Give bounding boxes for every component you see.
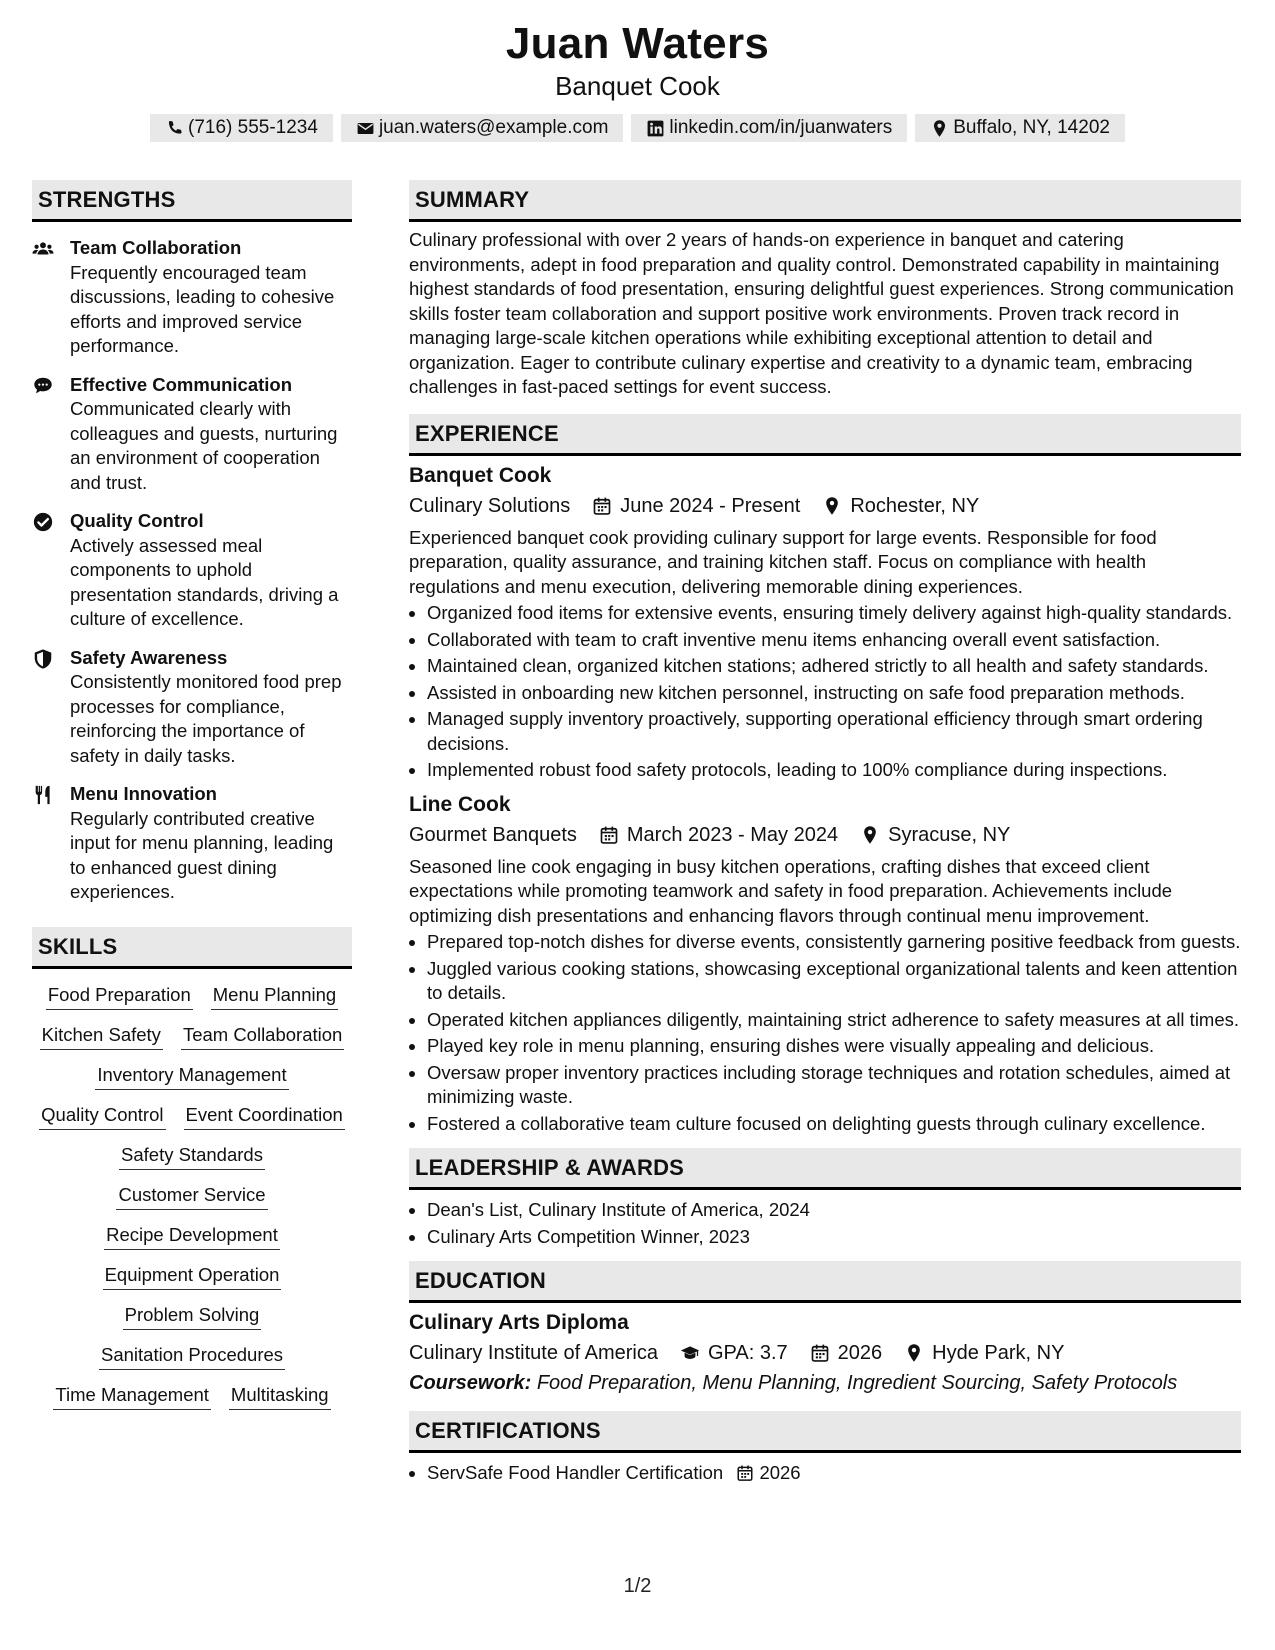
job-bullet: • Prepared top-notch dishes for diverse events, consistently garnering positive feedback from guests. xyxy=(427,930,1241,955)
job-bullet: • Collaborated with team to craft inventive menu items enhancing overall event satisfaction. xyxy=(427,628,1241,653)
map-pin-icon xyxy=(822,496,842,516)
users-icon xyxy=(32,238,54,260)
job-bullet: • Maintained clean, organized kitchen stations; adhered strictly to all health and safety standards. xyxy=(427,654,1241,679)
skill-tag: Sanitation Procedures xyxy=(99,1343,285,1370)
strength-title: Quality Control xyxy=(70,510,204,531)
skill-tag: Multitasking xyxy=(229,1383,331,1410)
certification-name: ServSafe Food Handler Certification xyxy=(427,1462,724,1483)
job-bullet: • Played key role in menu planning, ensuring dishes were visually appealing and delicious. xyxy=(427,1034,1241,1059)
certification-year: 2026 xyxy=(759,1462,801,1483)
strength-text: Consistently monitored food prep processes for compliance, reinforcing the importance of safety in daily tasks. xyxy=(70,671,342,766)
degree-title: Culinary Arts Diploma xyxy=(409,1311,629,1334)
map-pin-icon xyxy=(860,825,880,845)
job-description: Seasoned line cook engaging in busy kitchen operations, crafting dishes that exceed client expectations while promoting teamwork and safety in food preparation. Achievements include optimizing dish presentations and enhancing flavors through continual menu improvement. xyxy=(409,855,1173,926)
strength-item xyxy=(32,509,352,632)
job-dates: March 2023 - May 2024 xyxy=(626,823,839,846)
job-bullet: • Operated kitchen appliances diligently, maintaining strict adherence to safety measures at all times. xyxy=(427,1008,1241,1033)
candidate-title: Banquet Cook xyxy=(555,71,720,101)
graduation-year: 2026 xyxy=(837,1342,883,1364)
strength-title: Menu Innovation xyxy=(70,783,217,804)
utensils-icon xyxy=(32,784,54,806)
strength-item xyxy=(32,782,352,905)
job-location: Syracuse, NY xyxy=(888,823,1011,846)
strengths-heading: STRENGTHS xyxy=(32,180,352,222)
education-heading: EDUCATION xyxy=(409,1261,1241,1303)
email-text: juan.waters@example.com xyxy=(378,117,609,138)
job-bullet: • Implemented robust food safety protocols, leading to 100% compliance during inspections. xyxy=(427,758,1241,783)
linkedin-text: linkedin.com/in/juanwaters xyxy=(669,117,893,138)
job-bullet: • Oversaw proper inventory practices including storage techniques and rotation schedules, aimed at minimizing waste. xyxy=(427,1061,1241,1110)
map-pin-icon xyxy=(904,1343,924,1363)
contact-phone[interactable] xyxy=(150,114,333,142)
job-description: Experienced banquet cook providing culinary support for large events. Responsible for food preparation, quality assurance, and training kitchen staff. Focus on compliance with health regulations and menu execution, delivering memorable dining experiences. xyxy=(409,526,1157,597)
strength-item xyxy=(32,236,352,359)
job-bullet: • Organized food items for extensive events, ensuring timely delivery against high-quality standards. xyxy=(427,601,1241,626)
skill-tag: Food Preparation xyxy=(46,983,193,1010)
job-bullets xyxy=(409,601,1241,783)
graduation-cap-icon xyxy=(680,1343,700,1363)
job-bullet: • Assisted in onboarding new kitchen personnel, instructing on safe food preparation methods. xyxy=(427,681,1241,706)
calendar-icon xyxy=(592,496,612,516)
skill-tag: Quality Control xyxy=(39,1103,165,1130)
school-name: Culinary Institute of America xyxy=(409,1342,658,1364)
shield-icon xyxy=(32,648,54,670)
skill-tag: Team Collaboration xyxy=(181,1023,344,1050)
certifications-heading: CERTIFICATIONS xyxy=(409,1411,1241,1453)
left-column xyxy=(32,180,352,1410)
strength-title: Effective Communication xyxy=(70,373,293,395)
strength-title: Safety Awareness xyxy=(70,646,228,668)
school-location: Hyde Park, NY xyxy=(932,1342,1065,1364)
page-number: 1/2 xyxy=(623,1575,652,1597)
strength-text: Communicated clearly with colleagues and guests, nurturing an environment of cooperation and trust. xyxy=(70,398,338,493)
skill-tag: Customer Service xyxy=(116,1183,267,1210)
resume-header xyxy=(0,18,1275,102)
candidate-name: Juan Waters xyxy=(505,19,770,68)
job-bullets xyxy=(409,930,1241,1136)
strength-item xyxy=(32,646,352,769)
gpa: GPA: 3.7 xyxy=(708,1342,788,1364)
job-meta xyxy=(409,492,1241,520)
job-bullet: • Fostered a collaborative team culture focused on delighting guests through culinary excellence. xyxy=(427,1112,1241,1137)
skills-list xyxy=(32,983,352,1410)
skill-tag: Menu Planning xyxy=(211,983,338,1010)
job-company: Gourmet Banquets xyxy=(409,823,577,846)
leadership-heading: LEADERSHIP & AWARDS xyxy=(409,1148,1241,1190)
phone-icon xyxy=(165,119,184,138)
experience-heading: EXPERIENCE xyxy=(409,414,1241,456)
contact-email[interactable] xyxy=(341,114,623,142)
location-text: Buffalo, NY, 14202 xyxy=(953,117,1110,138)
contact-bar xyxy=(0,114,1275,142)
phone-text: (716) 555-1234 xyxy=(188,117,318,138)
award-item: • Culinary Arts Competition Winner, 2023 xyxy=(427,1225,1241,1250)
job-company: Culinary Solutions xyxy=(409,494,571,517)
strength-text: Frequently encouraged team discussions, leading to cohesive efforts and improved service performance. xyxy=(70,261,335,356)
certifications-list xyxy=(409,1461,1241,1486)
job-bullet: • Managed supply inventory proactively, supporting operational efficiency through smart ordering decisions. xyxy=(427,707,1241,756)
contact-linkedin[interactable] xyxy=(631,114,907,142)
education-meta xyxy=(409,1339,1241,1367)
coursework-label: Coursework: xyxy=(409,1372,532,1394)
summary-text: Culinary professional with over 2 years of hands-on experience in banquet and catering environments, adept in food preparation and quality control. Demonstrated capability in maintaining highest standards of food presentation, ensuring delightful guest experiences. Strong communication skills foster team collaboration and support positive work environments. Proven track record in managing large-scale kitchen operations while exhibiting exceptional attention to detail and organization. Eager to contribute culinary expertise and creativity to a dynamic team, embracing challenges in fast-paced settings for event success. xyxy=(409,229,1234,397)
coursework xyxy=(409,1369,1241,1397)
contact-location[interactable] xyxy=(915,114,1125,142)
skill-tag: Equipment Operation xyxy=(103,1263,282,1290)
skill-tag: Safety Standards xyxy=(119,1143,265,1170)
check-circle-icon xyxy=(32,511,54,533)
leadership-list xyxy=(409,1198,1241,1249)
skill-tag: Recipe Development xyxy=(104,1223,280,1250)
job-location: Rochester, NY xyxy=(850,494,980,517)
job-meta xyxy=(409,821,1241,849)
skill-tag: Kitchen Safety xyxy=(40,1023,163,1050)
envelope-icon xyxy=(356,119,375,138)
award-item: • Dean's List, Culinary Institute of America, 2024 xyxy=(427,1198,1241,1223)
skills-heading: SKILLS xyxy=(32,927,352,969)
calendar-icon xyxy=(736,1464,754,1482)
strength-item xyxy=(32,373,352,496)
skill-tag: Inventory Management xyxy=(95,1063,288,1090)
job-bullet: • Juggled various cooking stations, showcasing exceptional organizational talents and keen attention to details. xyxy=(427,957,1241,1006)
right-column xyxy=(409,180,1241,1488)
calendar-icon xyxy=(599,825,619,845)
job-entry xyxy=(409,791,1241,1137)
job-entry xyxy=(409,462,1241,783)
speech-bubble-icon xyxy=(32,375,54,397)
summary-heading: SUMMARY xyxy=(409,180,1241,222)
skill-tag: Event Coordination xyxy=(184,1103,345,1130)
strength-title: Team Collaboration xyxy=(70,237,242,258)
strength-text: Actively assessed meal components to uphold presentation standards, driving a culture of excellence. xyxy=(70,534,339,629)
calendar-icon xyxy=(810,1343,830,1363)
strength-text: Regularly contributed creative input for menu planning, leading to enhanced guest dining experiences. xyxy=(70,807,334,902)
job-title: Banquet Cook xyxy=(409,463,552,487)
linkedin-icon xyxy=(646,119,665,138)
skill-tag: Time Management xyxy=(53,1383,211,1410)
coursework-text: Food Preparation, Menu Planning, Ingredient Sourcing, Safety Protocols xyxy=(536,1372,1178,1394)
job-title: Line Cook xyxy=(409,792,511,816)
map-pin-icon xyxy=(930,119,949,138)
skill-tag: Problem Solving xyxy=(123,1303,262,1330)
job-dates: June 2024 - Present xyxy=(620,494,801,517)
certification-item xyxy=(427,1461,1241,1486)
